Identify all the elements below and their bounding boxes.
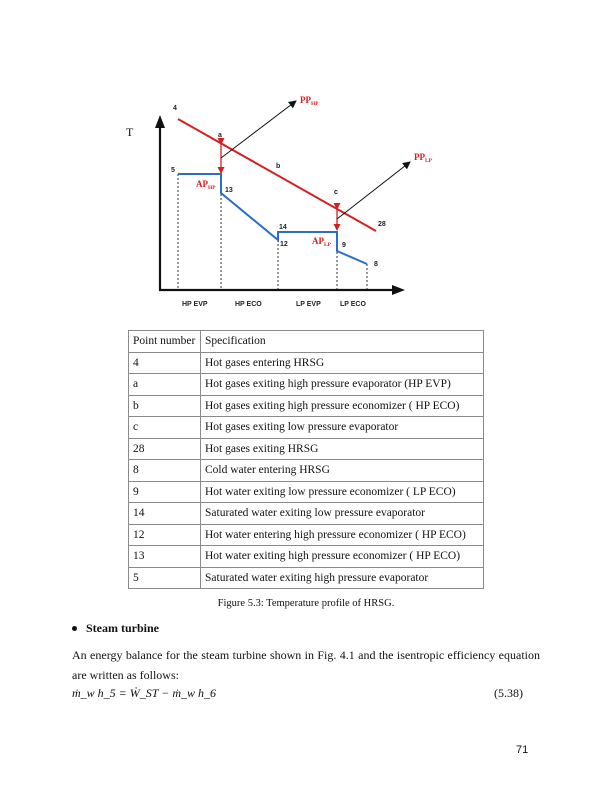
table-row <box>129 567 484 589</box>
table-row <box>129 395 484 417</box>
table-row <box>129 352 484 374</box>
point-label-c: c <box>334 189 338 196</box>
equation <box>72 686 216 701</box>
table-cell-spec: Saturated water exiting low pressure evaporator <box>201 503 484 525</box>
header-specification: Specification <box>201 331 484 353</box>
pp-hp-label: $PP_{HP}$ <box>300 95 319 107</box>
table-cell-point: a <box>129 374 201 396</box>
table-cell-point: 14 <box>129 503 201 525</box>
point-label-12: 12 <box>280 241 288 248</box>
y-axis-arrowhead <box>155 115 165 128</box>
table-row <box>129 546 484 568</box>
table-header-row <box>129 331 484 353</box>
page-number: 71 <box>516 744 529 756</box>
equation-text: ṁ_w h_5 = Ẇ_ST − ṁ_w h_6 <box>72 686 216 700</box>
section-label-hp-eco: HP ECO <box>235 301 262 308</box>
table-row <box>129 524 484 546</box>
section-label-lp-evp: LP EVP <box>296 301 321 308</box>
figure-caption: Figure 5.3: Temperature profile of HRSG. <box>217 598 395 609</box>
section-label-lp-eco: LP ECO <box>340 301 366 308</box>
table-cell-point: c <box>129 417 201 439</box>
ap-lp-label: $AP_{LP}$ <box>312 236 332 248</box>
ap-hp-label: $AP_{HP}$ <box>196 179 216 191</box>
table-cell-point: 12 <box>129 524 201 546</box>
table-cell-spec: Hot gases exiting low pressure evaporator <box>201 417 484 439</box>
table-cell-spec: Hot gases entering HRSG <box>201 352 484 374</box>
point-label-b: b <box>276 163 281 170</box>
bullet-icon <box>72 626 77 631</box>
hrsg-temperature-profile-diagram <box>0 0 612 320</box>
pp-lp-pointer <box>337 162 410 219</box>
table-cell-spec: Hot gases exiting high pressure evaporator (HP EVP) <box>201 374 484 396</box>
table-cell-spec: Hot gases exiting high pressure economizer ( HP ECO) <box>201 395 484 417</box>
table-row <box>129 417 484 439</box>
point-label-5: 5 <box>171 167 175 174</box>
table-cell-spec: Saturated water exiting high pressure evaporator <box>201 567 484 589</box>
table-cell-point: 5 <box>129 567 201 589</box>
point-label-9: 9 <box>342 242 346 249</box>
section-heading <box>72 621 159 636</box>
pp-hp-pointer <box>221 101 296 158</box>
table-cell-point: 9 <box>129 481 201 503</box>
table-row <box>129 438 484 460</box>
table-row <box>129 503 484 525</box>
equation-number: (5.38) <box>494 686 523 700</box>
y-axis-label: T <box>126 125 134 139</box>
body-paragraph: An energy balance for the steam turbine shown in Fig. 4.1 and the isentropic efficiency equation are written as follows: <box>72 648 540 682</box>
table-cell-point: 4 <box>129 352 201 374</box>
table-cell-spec: Hot water exiting low pressure economizer ( LP ECO) <box>201 481 484 503</box>
table-cell-spec: Hot gases exiting HRSG <box>201 438 484 460</box>
table-cell-point: b <box>129 395 201 417</box>
point-label-28: 28 <box>378 221 386 228</box>
point-specification-table <box>128 330 484 589</box>
table-cell-point: 8 <box>129 460 201 482</box>
point-label-a: a <box>218 132 222 139</box>
header-point-number: Point number <box>129 331 201 353</box>
table-row <box>129 481 484 503</box>
table-cell-point: 28 <box>129 438 201 460</box>
point-label-8: 8 <box>374 261 378 268</box>
pp-lp-label: $PP_{LP}$ <box>414 152 433 164</box>
point-label-4: 4 <box>173 105 177 112</box>
point-label-13: 13 <box>225 187 233 194</box>
section-label-hp-evp: HP EVP <box>182 301 208 308</box>
x-axis-arrowhead <box>392 285 405 295</box>
point-label-14: 14 <box>279 224 287 231</box>
table-row <box>129 374 484 396</box>
section-heading-text: Steam turbine <box>86 621 159 635</box>
table-cell-point: 13 <box>129 546 201 568</box>
table-cell-spec: Hot water entering high pressure economizer ( HP ECO) <box>201 524 484 546</box>
table-cell-spec: Cold water entering HRSG <box>201 460 484 482</box>
table-row <box>129 460 484 482</box>
table-cell-spec: Hot water exiting high pressure economizer ( HP ECO) <box>201 546 484 568</box>
